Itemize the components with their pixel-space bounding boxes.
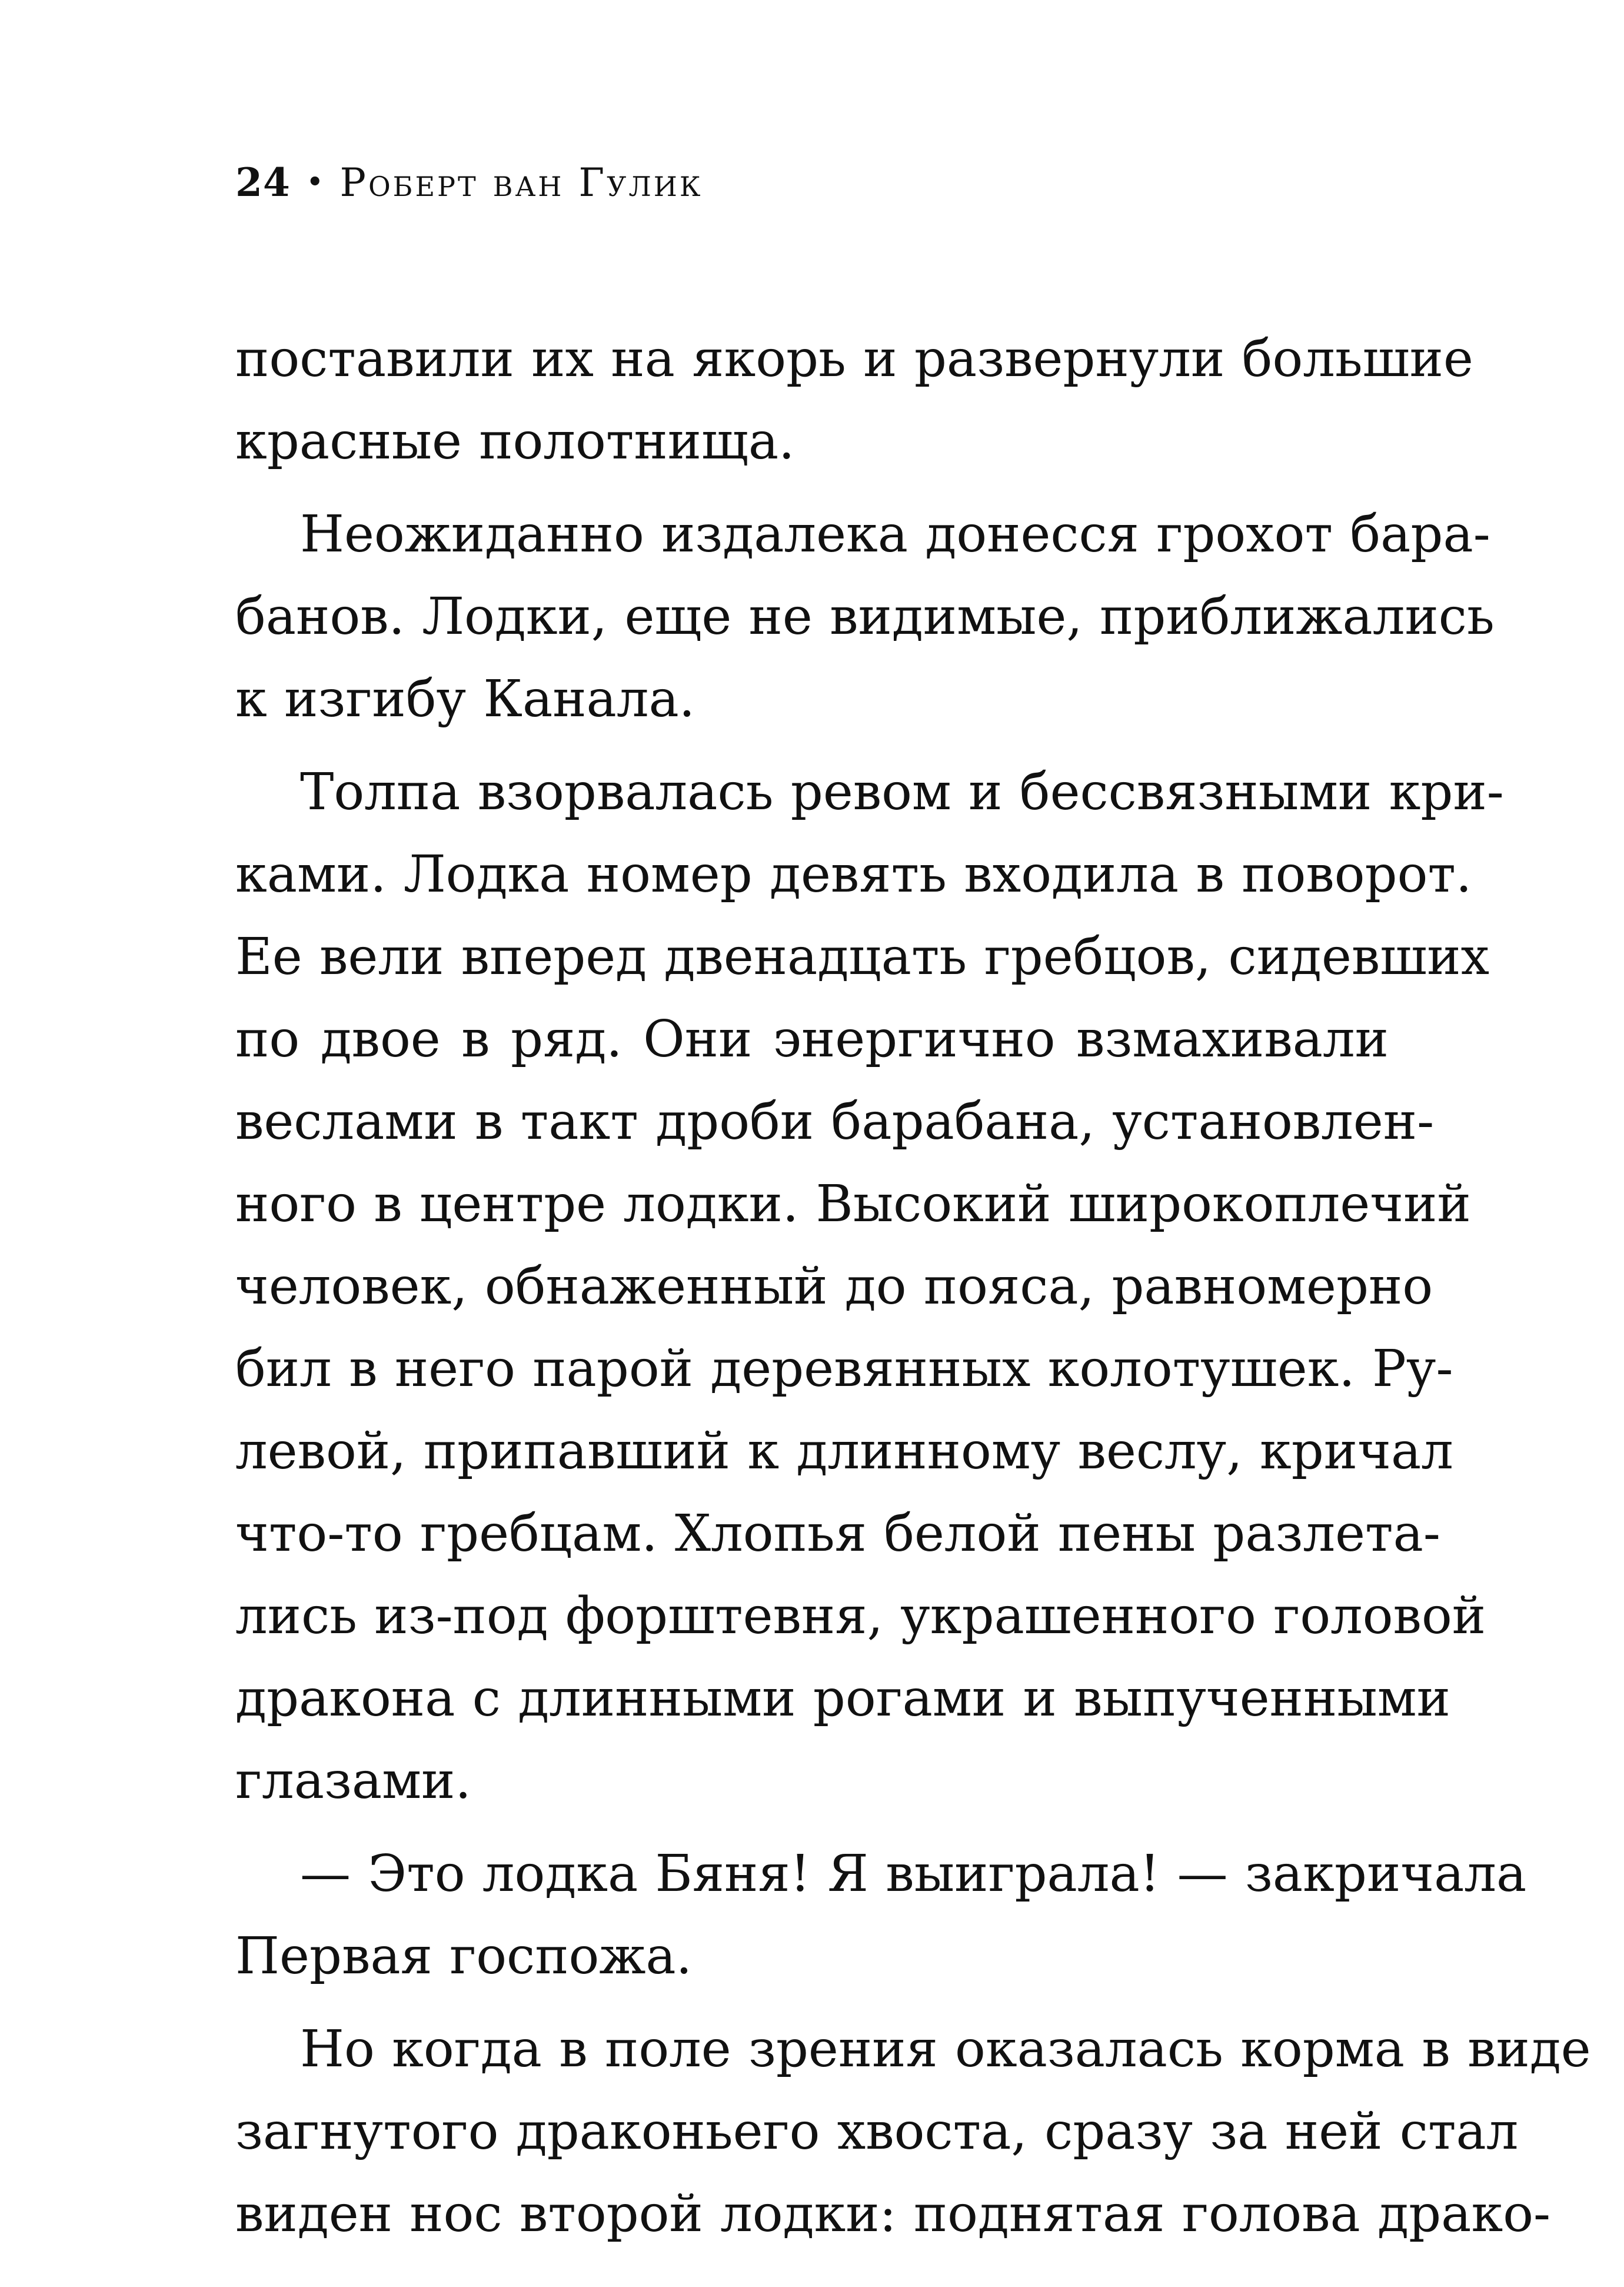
text-line: Ее вели вперед двенадцать гребцов, сидевших bbox=[235, 928, 1490, 986]
text-line: по двое в ряд. Они энергично взмахивали bbox=[235, 1010, 1389, 1069]
author-name: Роберт ван Гулик bbox=[340, 159, 703, 205]
text-line: к изгибу Канала. bbox=[235, 670, 695, 729]
text-line: глазами. bbox=[235, 1751, 471, 1810]
text-line: бил в него парой деревянных колотушек. Ру- bbox=[235, 1339, 1453, 1398]
text-line: Неожиданно издалека донесся грохот бара- bbox=[300, 505, 1490, 564]
text-line: красные полотнища. bbox=[235, 412, 795, 471]
text-line: ками. Лодка номер девять входила в поворот. bbox=[235, 845, 1472, 904]
text-line: Первая госпожа. bbox=[235, 1927, 693, 1986]
text-line: ного в центре лодки. Высокий широкоплечий bbox=[235, 1175, 1471, 1234]
running-head-separator: • bbox=[305, 165, 325, 200]
text-line: веслами в такт дроби барабана, установлен- bbox=[235, 1092, 1435, 1151]
text-line: дракона с длинными рогами и выпученными bbox=[235, 1669, 1450, 1728]
text-line: виден нос второй лодки: поднятая голова драко- bbox=[235, 2185, 1551, 2243]
body-text bbox=[235, 318, 1591, 2255]
text-line: Но когда в поле зрения оказалась корма в виде bbox=[300, 2020, 1591, 2079]
text-line: поставили их на якорь и развернули большие bbox=[235, 330, 1473, 388]
page-number: 24 bbox=[235, 159, 291, 205]
text-line: — Это лодка Бяня! Я выиграла! — закричала bbox=[300, 1844, 1527, 1903]
text-line: что-то гребцам. Хлопья белой пены разлета- bbox=[235, 1504, 1440, 1563]
text-line: левой, припавший к длинному веслу, кричал bbox=[235, 1422, 1453, 1481]
text-line: Толпа взорвалась ревом и бессвязными кри- bbox=[300, 763, 1504, 822]
running-head bbox=[235, 150, 703, 215]
text-line: банов. Лодки, еще не видимые, приближались bbox=[235, 587, 1495, 646]
text-line: загнутого драконьего хвоста, сразу за ней стал bbox=[235, 2102, 1519, 2161]
text-line: человек, обнаженный до пояса, равномерно bbox=[235, 1257, 1433, 1316]
text-line: лись из-под форштевня, украшенного головой bbox=[235, 1587, 1486, 1646]
